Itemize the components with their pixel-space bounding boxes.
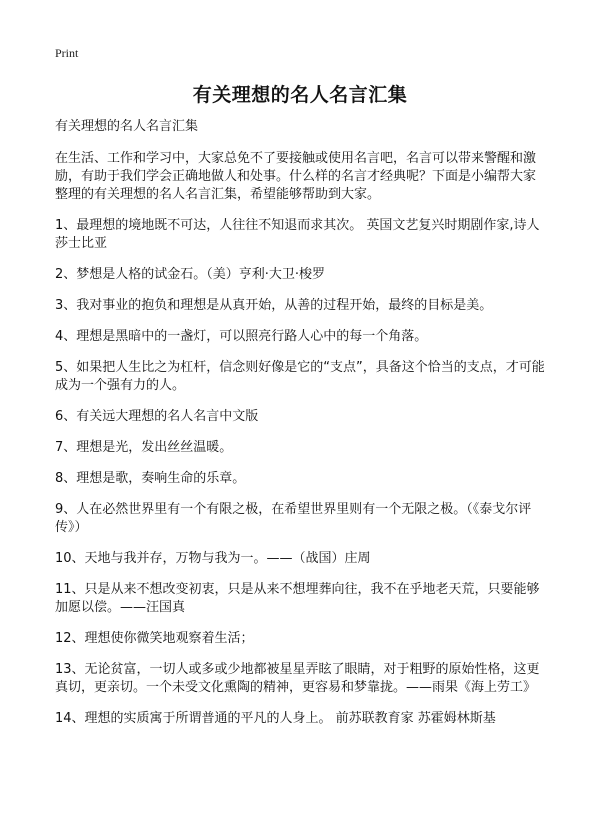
quote-item: 7、理想是光，发出丝丝温暖。 — [55, 440, 233, 455]
quote-item: 11、只是从来不想改变初衷，只是从来不想埋葬向往，我不在乎地老天荒，只要能够加愿以偿。——汪国真 — [55, 582, 540, 615]
quote-item: 5、如果把人生比之为杠杆，信念则好像是它的“支点”，具备这个恰当的支点，才可能成为一个强有力的人。 — [55, 360, 545, 393]
document-body — [55, 118, 547, 741]
quote-item: 3、我对事业的抱负和理想是从真开始，从善的过程开始，最终的目标是美。 — [55, 298, 493, 313]
quote-item: 8、理想是歌，奏响生命的乐章。 — [55, 471, 246, 486]
intro-paragraph: 在生活、工作和学习中，大家总免不了要接触或使用名言吧，名言可以带来警醒和激励，有助于我们学会正确地做人和处事。什么样的名言才经典呢？下面是小编帮大家整理的有关理想的名人名言汇集，希望能够帮助到大家。 — [55, 151, 537, 202]
page-title: 有关理想的名人名言汇集 — [192, 84, 408, 106]
quote-item: 4、理想是黑暗中的一盏灯，可以照亮行路人心中的每一个角落。 — [55, 329, 428, 344]
quote-item: 13、无论贫富，一切人或多或少地都被星星弄眩了眼睛，对于粗野的原始性格，这更真切，更亲切。一个未受文化熏陶的精神，更容易和梦靠拢。——雨果《海上劳工》 — [55, 662, 540, 695]
quote-item: 1、最理想的境地既不可达，人往往不知退而求其次。 英国文艺复兴时期剧作家,诗人 莎士比亚 — [55, 218, 540, 251]
document-subtitle: 有关理想的名人名言汇集 — [55, 119, 199, 134]
quote-item: 12、理想使你微笑地观察着生活； — [55, 631, 254, 646]
quote-item: 2、梦想是人格的试金石。（美）亨利·大卫·梭罗 — [55, 267, 326, 282]
quote-item: 9、人在必然世界里有一个有限之极，在希望世界里则有一个无限之极。（《泰戈尔评传》） — [55, 502, 532, 535]
print-link[interactable]: Print — [55, 46, 79, 60]
quote-item: 6、有关远大理想的名人名言中文版 — [55, 409, 259, 424]
quote-item: 14、理想的实质寓于所谓普通的平凡的人身上。 前苏联教育家 苏霍姆林斯基 — [55, 711, 496, 726]
quote-item: 10、天地与我并存，万物与我为一。——（战国）庄周 — [55, 551, 371, 566]
